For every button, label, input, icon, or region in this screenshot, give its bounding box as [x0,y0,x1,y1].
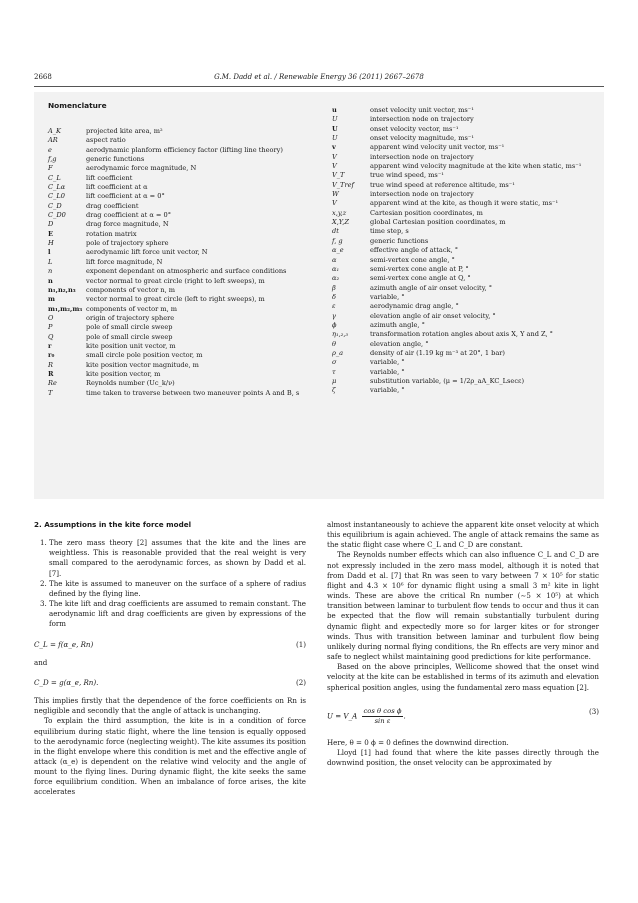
nomenclature-symbol: C_Lα [48,183,66,192]
nomenclature-symbol: Re [48,379,57,388]
nomenclature-symbol: r₀ [48,351,55,360]
nomenclature-symbol: R [48,360,53,369]
nomenclature-entry [332,125,592,134]
nomenclature-description: lift force magnitude, N [86,257,163,266]
nomenclature-entry [332,162,592,171]
equation-3-tail: . [403,711,406,721]
nomenclature-entry [48,230,320,239]
nomenclature-symbol: σ [332,358,337,367]
nomenclature-description: generic functions [370,236,429,245]
nomenclature-description: lift coefficient at α = 0° [86,192,165,201]
nomenclature-symbol: P [48,323,53,332]
nomenclature-entry [48,314,320,323]
nomenclature-entry [332,302,592,311]
nomenclature-description: variable, ° [370,358,405,367]
list-item-number: 1. [40,538,47,548]
nomenclature-symbol: ρ_a [332,348,344,357]
nomenclature-entry [48,183,320,192]
nomenclature-description: kite position vector, m [86,369,161,378]
nomenclature-symbol: α₂ [332,274,340,283]
nomenclature-entry [332,358,592,367]
nomenclature-description: apparent wind velocity unit vector, ms⁻¹ [370,143,505,152]
nomenclature-entry [332,153,592,162]
nomenclature-left-column [48,127,320,398]
nomenclature-description: transformation rotation angles about axis X, Y and Z, ° [370,330,553,339]
nomenclature-symbol: E [48,229,54,238]
equation-1 [34,640,306,650]
nomenclature-entry [332,134,592,143]
connector-text: and [34,657,48,667]
nomenclature-symbol: T [48,388,53,397]
nomenclature-entry [48,277,320,286]
nomenclature-symbol: ϕ [332,320,337,329]
nomenclature-symbol: AR [48,136,58,145]
nomenclature-symbol: γ [332,311,336,320]
nomenclature-symbol: U [332,124,338,133]
nomenclature-symbol: F [48,164,53,173]
nomenclature-title: Nomenclature [48,101,107,110]
nomenclature-symbol: r [48,341,52,350]
nomenclature-symbol: V [332,152,337,161]
nomenclature-symbol: τ [332,367,336,376]
nomenclature-symbol: V [332,162,337,171]
nomenclature-description: drag coefficient at α = 0° [86,211,172,220]
nomenclature-description: aspect ratio [86,136,126,145]
nomenclature-entry [332,237,592,246]
nomenclature-entry [332,218,592,227]
nomenclature-symbol: V [332,199,337,208]
nomenclature-description: projected kite area, m² [86,127,163,135]
nomenclature-entry [332,265,592,274]
nomenclature-description: lift coefficient [86,173,133,182]
nomenclature-entry [48,370,320,379]
nomenclature-description: drag coefficient [86,201,139,210]
nomenclature-entry [48,164,320,173]
nomenclature-symbol: V_T [332,171,345,180]
list-item-text: The kite lift and drag coefficients are assumed to remain constant. The aerodynamic lift and drag coefficients are given by expressions of the form [49,599,306,629]
nomenclature-description: time taken to traverse between two maneuver points A and B, s [86,388,300,397]
equation-3-lhs: U = V_A [327,711,358,721]
nomenclature-symbol: R [48,369,54,378]
nomenclature-symbol: θ [332,339,336,348]
section-heading: 2. Assumptions in the kite force model [34,520,192,529]
nomenclature-description: semi-vertex cone angle at P, ° [370,264,469,273]
nomenclature-entry [48,174,320,183]
nomenclature-description: elevation angle of air onset velocity, ° [370,311,496,320]
nomenclature-symbol: α_e [332,246,344,255]
nomenclature-symbol: ζ [332,386,336,395]
nomenclature-entry [332,171,592,180]
nomenclature-entry [48,351,320,360]
nomenclature-entry [48,286,320,295]
paragraph: The Reynolds number effects which can also influence C_L and C_D are not expressly included in the zero mass model, although it is noted that from Dadd et al. [7] that Rn was seen to vary between 7 × 10⁵ for static flight and 4.3 × 10⁶ for dynamic flight using a small 3 m² kite in light winds. These are above the critical Rn number (∼5 × 10⁵) at which transition between laminar to turbulent flow tends to occur and thus it can be expected that the flow will remain substantially turbulent during dynamic flight and expectedly more so for larger kites or for stronger winds. Thus with transition between laminar and turbulent flow being unlikely during normal flying conditions, the Rn effects are very minor and safe to neglect whilst maintaining good predictions for kite performance. [327,550,599,662]
nomenclature-symbol: f, g [332,236,343,245]
nomenclature-entry [332,227,592,236]
nomenclature-description: variable, ° [370,367,405,376]
header-rule [34,86,604,87]
nomenclature-entry [48,127,320,136]
list-item [40,599,306,629]
nomenclature-description: aerodynamic force magnitude, N [86,164,197,173]
nomenclature-entry [332,181,592,190]
page-number: 2668 [34,73,52,81]
nomenclature-description: semi-vertex cone angle at Q, ° [370,274,471,283]
nomenclature-entry [332,330,592,339]
nomenclature-description: variable, ° [370,292,405,301]
text-column-right [327,520,599,768]
nomenclature-symbol: m₁,m₂,m₃ [48,304,83,313]
equation-2-body: C_D = g(α_e, Rn). [34,677,99,687]
nomenclature-description: azimuth angle, ° [370,320,425,329]
equation-2 [34,678,306,688]
assumption-list [34,538,306,629]
nomenclature-symbol: O [48,313,54,322]
list-item-text: The kite is assumed to maneuver on the surface of a sphere of radius defined by the flying line. [49,578,306,598]
nomenclature-description: intersection node on trajectory [370,190,474,199]
nomenclature-description: onset velocity unit vector, ms⁻¹ [370,106,474,114]
nomenclature-description: rotation matrix [86,229,137,238]
nomenclature-description: effective angle of attack, ° [370,246,459,255]
nomenclature-entry [48,379,320,388]
paragraph: To explain the third assumption, the kite is in a condition of force equilibrium during static flight, where the line tension is equally opposed to the aerodynamic force (neglecting weight). The kite assumes its position in the flight envelope where this condition is met and the effective angle of attack (α_e) is dependent on the relative wind velocity and the angle of mount to the flying lines. During dynamic flight, the kite seeks the same force equilibrium condition. When an imbalance of force arises, the kite accelerates [34,716,306,797]
nomenclature-description: azimuth angle of air onset velocity, ° [370,283,493,292]
nomenclature-symbol: x,y,z [332,208,347,217]
nomenclature-description: apparent wind velocity magnitude at the kite when static, ms⁻¹ [370,162,582,171]
nomenclature-symbol: U [332,134,338,143]
nomenclature-entry [48,220,320,229]
equation-3-number: (3) [588,706,599,716]
nomenclature-symbol: v [332,143,336,152]
nomenclature-entry [332,349,592,358]
nomenclature-entry [332,293,592,302]
nomenclature-entry [332,340,592,349]
nomenclature-symbol: e [48,145,52,154]
nomenclature-description: small circle pole position vector, m [86,351,203,360]
nomenclature-description: lift coefficient at α [86,183,148,192]
nomenclature-description: true wind speed, ms⁻¹ [370,171,444,180]
nomenclature-entry [332,321,592,330]
list-item [40,538,306,579]
equation-1-body: C_L = f(α_e, Rn) [34,639,94,649]
nomenclature-description: drag force magnitude, N [86,220,169,229]
nomenclature-entry [48,389,320,398]
paragraph: Based on the above principles, Wellicome showed that the onset wind velocity at the kite can be established in terms of its azimuth and elevation spherical position angles, using the fundamental zero mass equation [2]. [327,662,599,692]
nomenclature-description: semi-vertex cone angle, ° [370,255,455,264]
nomenclature-entry [48,155,320,164]
nomenclature-description: vector normal to great circle (right to left sweeps), m [86,276,265,285]
nomenclature-symbol: X,Y,Z [332,218,349,227]
nomenclature-description: pole of trajectory sphere [86,239,169,248]
nomenclature-symbol: W [332,190,339,199]
equation-1-number: (1) [295,639,306,649]
nomenclature-symbol: C_D0 [48,211,66,220]
nomenclature-description: generic functions [86,155,145,164]
nomenclature-description: vector normal to great circle (left to right sweeps), m [86,295,265,304]
nomenclature-entry [48,323,320,332]
nomenclature-symbol: ε [332,302,336,311]
nomenclature-description: onset velocity magnitude, ms⁻¹ [370,134,474,143]
nomenclature-description: density of air (1.19 kg m⁻³ at 20°, 1 bar) [370,348,505,357]
nomenclature-description: aerodynamic lift force unit vector, N [86,248,208,257]
nomenclature-description: substitution variable, (μ = 1/2ρ_aA_KC_Lsecε) [370,376,525,385]
nomenclature-description: elevation angle, ° [370,339,429,348]
nomenclature-description: intersection node on trajectory [370,115,474,124]
nomenclature-entry [332,284,592,293]
nomenclature-description: global Cartesian position coordinates, m [370,218,506,227]
nomenclature-symbol: C_L [48,173,61,182]
nomenclature-entry [332,256,592,265]
nomenclature-description: intersection node on trajectory [370,152,474,161]
nomenclature-entry [48,305,320,314]
nomenclature-symbol: V_Tref [332,180,354,189]
nomenclature-symbol: n [48,276,53,285]
nomenclature-entry [48,267,320,276]
equation-3-body [327,707,406,726]
nomenclature-description: Reynolds number (Uc_k/ν) [86,379,175,388]
nomenclature-entry [332,190,592,199]
nomenclature-entry [48,361,320,370]
nomenclature-symbol: A_K [48,127,61,135]
nomenclature-description: kite position unit vector, m [86,341,176,350]
nomenclature-entry [48,333,320,342]
nomenclature-entry [332,274,592,283]
nomenclature-description: aerodynamic drag angle, ° [370,302,459,311]
nomenclature-description: aerodynamic planform efficiency factor (lifting line theory) [86,145,283,154]
nomenclature-symbol: Q [48,332,54,341]
nomenclature-symbol: n [48,267,53,276]
paragraph: Here, θ = 0 ϕ = 0 defines the downwind direction. [327,737,509,747]
nomenclature-symbol: u [332,106,337,114]
list-item-text: The zero mass theory [2] assumes that the kite and the lines are weightless. This is reasonable provided that the real weight is very small compared to the aerodynamic forces, as shown by Dadd et al. [7]. [49,538,306,578]
list-item [40,579,306,599]
nomenclature-entry [48,192,320,201]
nomenclature-entry [48,211,320,220]
nomenclature-entry [332,199,592,208]
nomenclature-entry [48,258,320,267]
nomenclature-right-column [332,106,592,396]
nomenclature-box [34,92,604,499]
paragraph: almost instantaneously to achieve the apparent kite onset velocity at which this equilibrium is again achieved. The angle of attack remains the same as the static flight case where C_L and C_D are constant. [327,520,599,550]
paragraph: Lloyd [1] had found that where the kite passes directly through the downwind position, the onset velocity can be approximated by [327,747,599,767]
nomenclature-description: onset velocity vector, ms⁻¹ [370,124,459,133]
nomenclature-description: pole of small circle sweep [86,323,173,332]
nomenclature-entry [332,209,592,218]
nomenclature-description: true wind speed at reference altitude, ms⁻¹ [370,180,515,189]
nomenclature-entry [48,239,320,248]
nomenclature-symbol: η₁,₂,₃ [332,330,349,339]
nomenclature-entry [332,312,592,321]
nomenclature-description: components of vector n, m [86,285,176,294]
nomenclature-symbol: β [332,283,336,292]
nomenclature-entry [48,342,320,351]
nomenclature-symbol: n₁,n₂,n₃ [48,285,76,294]
nomenclature-symbol: α₁ [332,264,340,273]
nomenclature-entry [332,246,592,255]
nomenclature-symbol: D [48,220,54,229]
list-item-number: 3. [40,599,47,609]
nomenclature-entry [48,146,320,155]
nomenclature-description: kite position vector magnitude, m [86,360,199,369]
nomenclature-entry [332,143,592,152]
journal-citation: G.M. Dadd et al. / Renewable Energy 36 (2011) 2667–2678 [214,73,424,81]
running-header [34,73,604,87]
nomenclature-description: components of vector m, m [86,304,178,313]
nomenclature-symbol: dt [332,227,339,236]
nomenclature-entry [48,202,320,211]
nomenclature-entry [332,377,592,386]
nomenclature-description: exponent dependant on atmospheric and surface conditions [86,267,287,276]
nomenclature-entry [48,295,320,304]
nomenclature-entry [332,368,592,377]
nomenclature-description: origin of trajectory sphere [86,313,175,322]
nomenclature-symbol: δ [332,292,336,301]
nomenclature-symbol: C_L0 [48,192,65,201]
equation-3-numerator: cos θ cos ϕ [363,706,402,715]
nomenclature-entry [48,136,320,145]
nomenclature-symbol: U [332,115,338,124]
paragraph: This implies firstly that the dependence of the force coefficients on Rn is negligible and secondly that the angle of attack is unchanging. [34,696,306,716]
equation-3-fraction [362,707,404,726]
nomenclature-description: pole of small circle sweep [86,332,173,341]
nomenclature-symbol: α [332,255,337,264]
nomenclature-description: Cartesian position coordinates, m [370,208,483,217]
text-column-left [34,520,306,798]
nomenclature-description: apparent wind at the kite, as though it were static, ms⁻¹ [370,199,559,208]
nomenclature-symbol: m [48,295,55,304]
nomenclature-symbol: C_D [48,201,62,210]
nomenclature-symbol: f,g [48,155,57,164]
list-item-number: 2. [40,578,47,588]
nomenclature-description: time step, s [370,227,409,236]
nomenclature-symbol: l [48,248,51,257]
nomenclature-entry [48,248,320,257]
equation-3-denominator: sin ε [374,716,391,725]
nomenclature-symbol: L [48,257,53,266]
nomenclature-entry [332,386,592,395]
nomenclature-description: variable, ° [370,386,405,395]
nomenclature-entry [332,115,592,124]
equation-3 [327,707,599,726]
equation-2-number: (2) [295,677,306,687]
nomenclature-entry [332,106,592,115]
nomenclature-symbol: H [48,239,54,248]
nomenclature-symbol: μ [332,376,337,385]
